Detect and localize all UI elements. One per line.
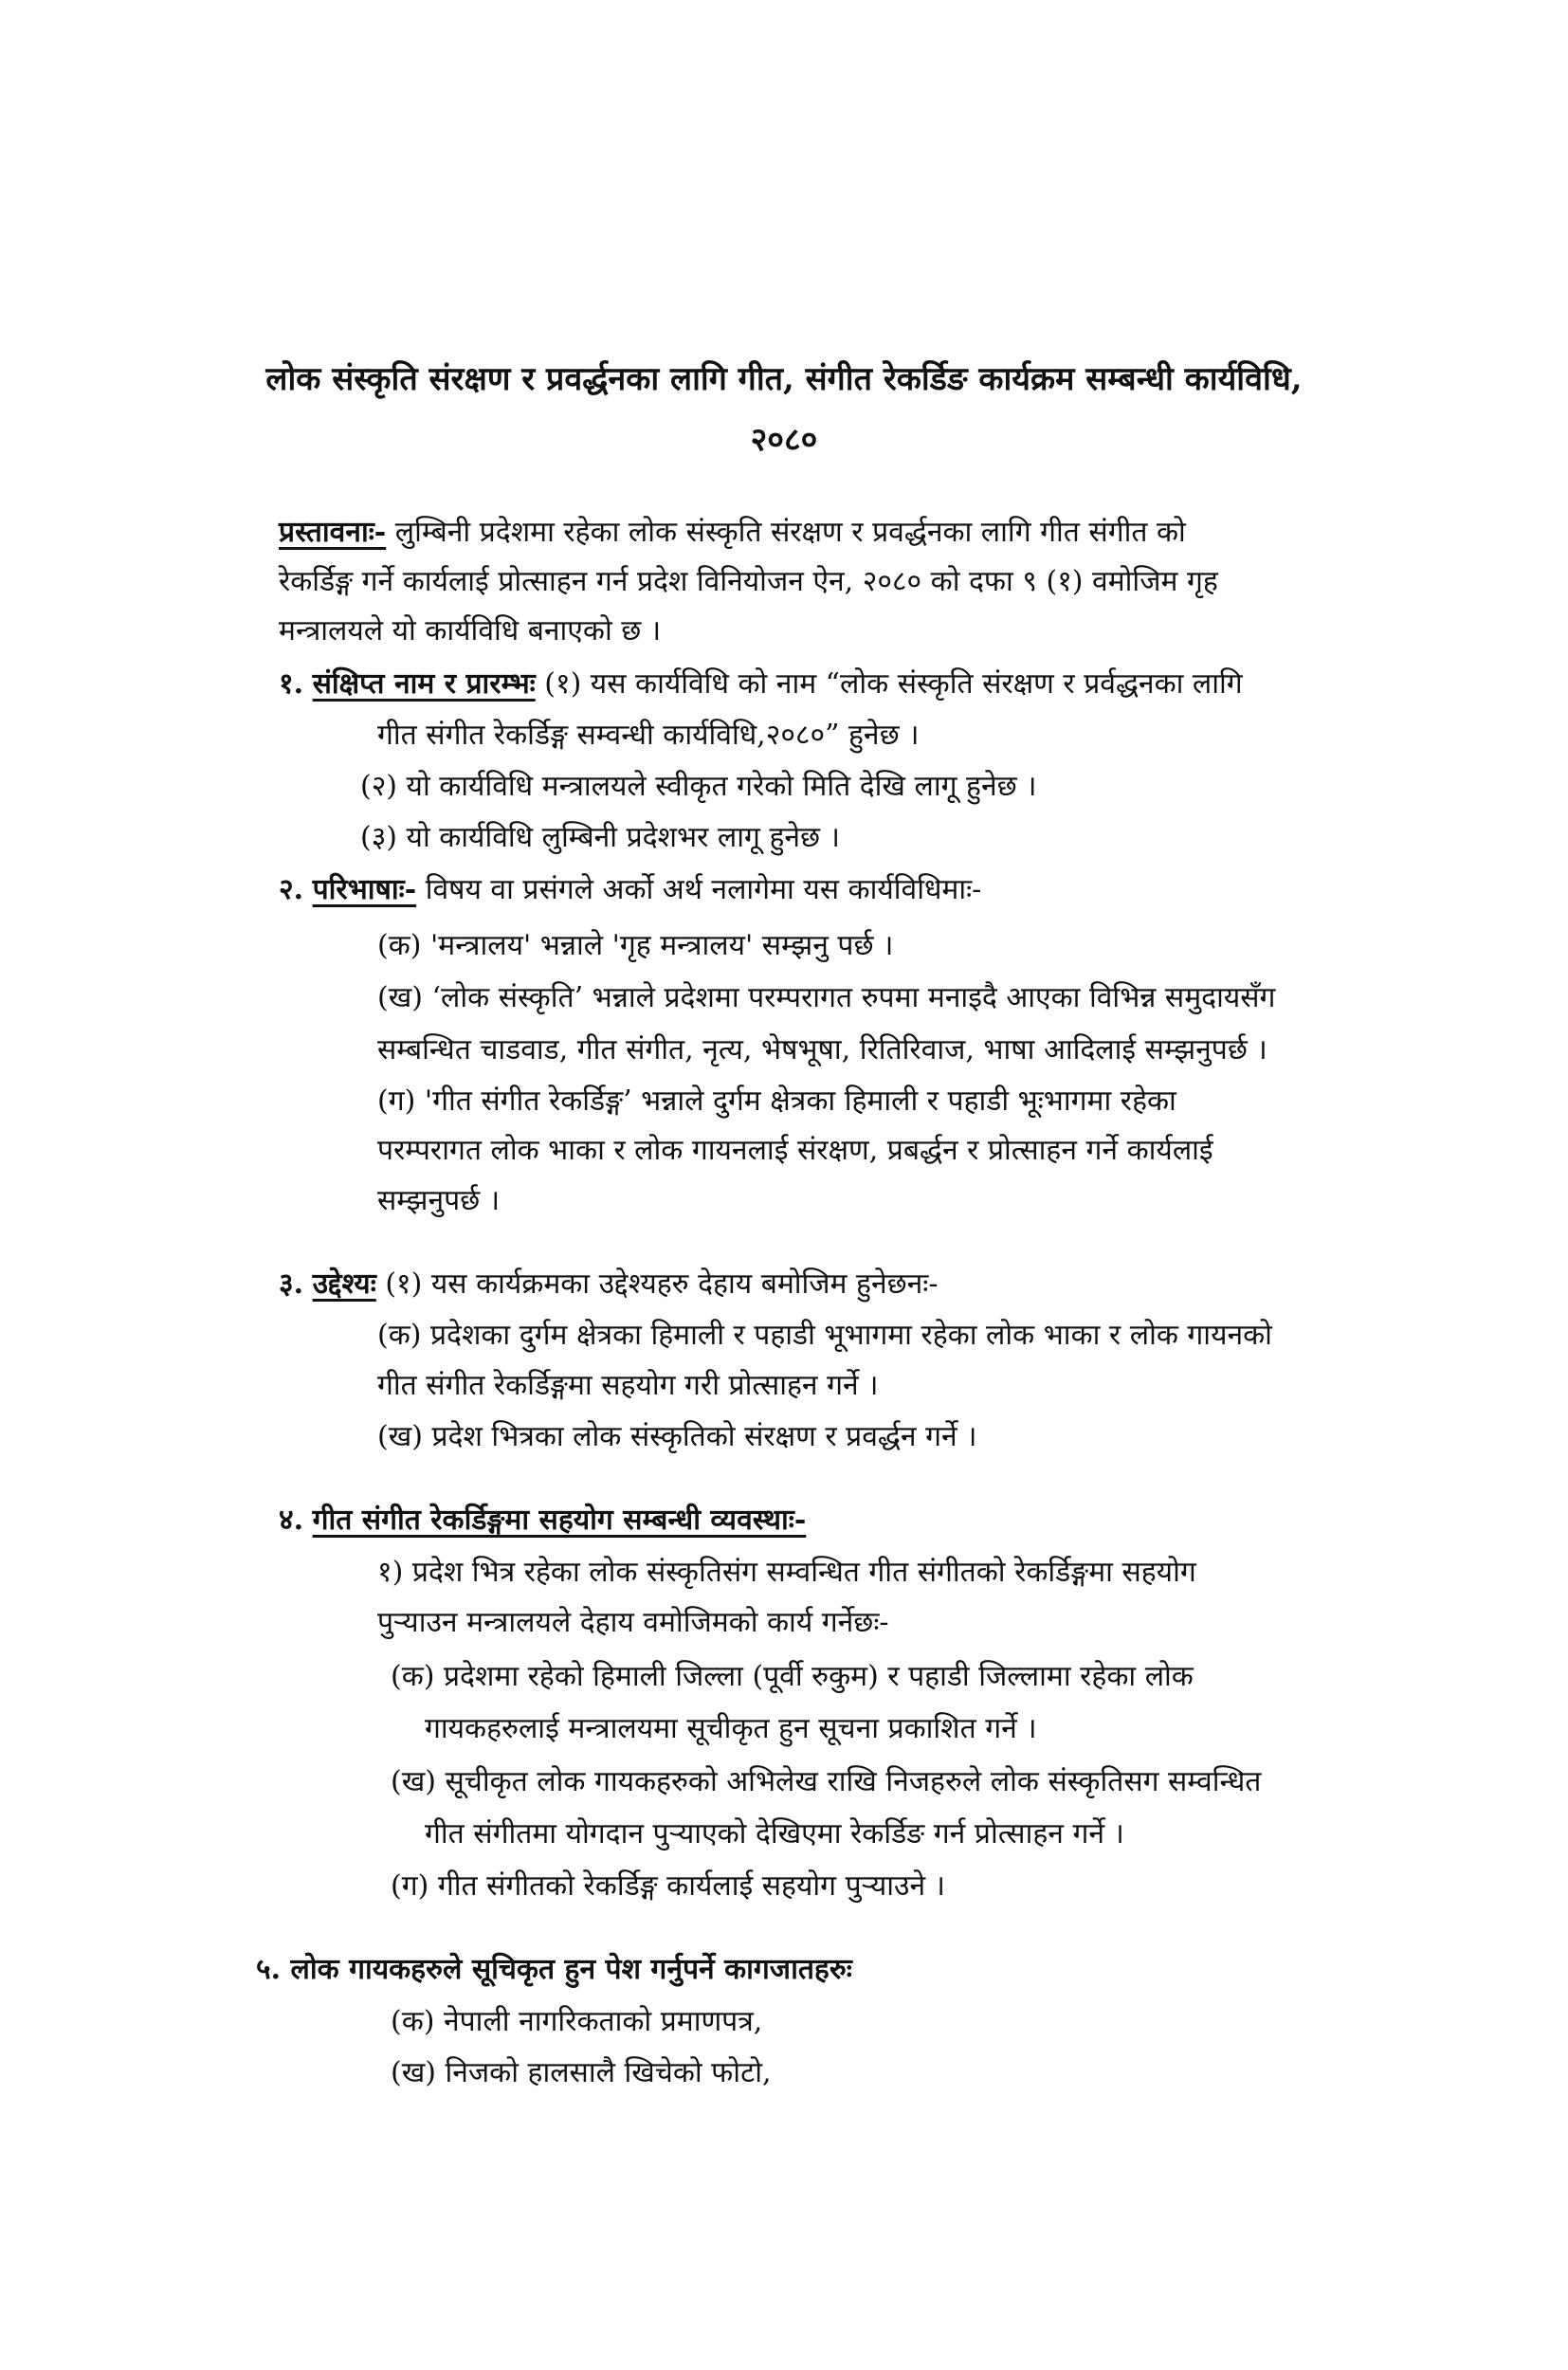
section2-item-c-line1: (ग) 'गीत संगीत रेकर्डिङ्ग’ भन्नाले दुर्गम क्षेत्रका हिमाली र पहाडी भूःभागमा रहेका: [377, 1085, 1176, 1118]
section3-intro: (१) यस कार्यक्रमका उद्देश्यहरु देहाय बमोजिम हुनेछनः-: [385, 1267, 939, 1301]
section4-item-a-line2: गायकहरुलाई मन्त्रालयमा सूचीकृत हुन सूचना प्रकाशित गर्ने ।: [425, 1712, 1037, 1745]
section4-number: ४.: [279, 1504, 304, 1537]
section4-heading-line: [279, 1498, 806, 1543]
section1-line4: (३) यो कार्यविधि लुम्बिनी प्रदेशभर लागू हुनेछ ।: [360, 821, 840, 854]
section3-heading-line: [279, 1262, 939, 1307]
section2-heading-line: [279, 867, 981, 913]
section1-line2: गीत संगीत रेकर्डिङ्ग सम्वन्धी कार्यविधि,२०८०” हुनेछ ।: [377, 719, 920, 752]
section2-item-c-line3: सम्झनुपर्छ ।: [377, 1184, 501, 1217]
section1-heading-line: [279, 662, 1243, 707]
section2-item-b-line2: सम्बन्धित चाडवाड, गीत संगीत, नृत्य, भेषभूषा, रितिरिवाज, भाषा आदिलाई सम्झनुपर्छ ।: [377, 1033, 1267, 1066]
section4-para-line1: १) प्रदेश भित्र रहेका लोक संस्कृतिसंग सम्वन्धित गीत संगीतको रेकर्डिङ्गमा सहयोग: [377, 1556, 1196, 1589]
section5-item-a: (क) नेपाली नागरिकताको प्रमाणपत्र,: [391, 2005, 763, 2038]
section5-heading: ५. लोक गायकहरुले सूचिकृत हुन पेश गर्नुपर्ने कागजातहरुः: [256, 1953, 852, 1986]
section3-item-a-line1: (क) प्रदेशका दुर्गम क्षेत्रका हिमाली र पहाडी भूभागमा रहेका लोक भाका र लोक गायनको: [377, 1319, 1272, 1352]
section5-item-b: (ख) निजको हालसालै खिचेको फोटो,: [391, 2056, 772, 2089]
section2-item-a: (क) 'मन्त्रालय' भन्नाले 'गृह मन्त्रालय' सम्झनु पर्छ ।: [377, 929, 894, 962]
section2-heading: परिभाषाः-: [312, 873, 417, 906]
section1-text-1: (१) यस कार्यविधि को नाम “लोक संस्कृति संरक्षण र प्रर्वद्धनका लागि: [544, 667, 1243, 701]
document-title-line1: लोक संस्कृति संरक्षण र प्रवर्द्धनका लागि गीत, संगीत रेकर्डिङ कार्यक्रम सम्बन्धी कार्यविधि,: [265, 360, 1303, 398]
section4-para-line2: पुर्‍याउन मन्त्रालयले देहाय वमोजिमको कार्य गर्नेछः-: [377, 1606, 889, 1639]
section4-item-a-line1: (क) प्रदेशमा रहेको हिमाली जिल्ला (पूर्वी रुकुम) र पहाडी जिल्लामा रहेका लोक: [391, 1660, 1194, 1693]
section3-number: ३.: [279, 1267, 304, 1301]
preamble-line2: रेकर्डिङ्ग गर्ने कार्यलाई प्रोत्साहन गर्न प्रदेश विनियोजन ऐन, २०८० को दफा ९ (१) वमोजिम गृह: [279, 565, 1218, 598]
section3-item-b: (ख) प्रदेश भित्रका लोक संस्कृतिको संरक्षण र प्रवर्द्धन गर्ने ।: [377, 1420, 977, 1453]
section2-item-c-line2: परम्परागत लोक भाका र लोक गायनलाई संरक्षण, प्रबर्द्धन र प्रोत्साहन गर्ने कार्यलाई: [377, 1134, 1213, 1167]
section3-item-a-line2: गीत संगीत रेकर्डिङ्गमा सहयोग गरी प्रोत्साहन गर्ने ।: [377, 1369, 879, 1402]
preamble-text-1: लुम्बिनी प्रदेशमा रहेका लोक संस्कृति संरक्षण र प्रवर्द्धनका लागि गीत संगीत को: [394, 516, 1186, 549]
section1-line3: (२) यो कार्यविधि मन्त्रालयले स्वीकृत गरेको मिति देखि लागू हुनेछ ।: [360, 770, 1037, 803]
section1-number: १.: [279, 667, 304, 701]
section4-item-c: (ग) गीत संगीतको रेकर्डिङ्ग कार्यलाई सहयोग पुर्‍याउने ।: [391, 1869, 946, 1903]
preamble-heading: प्रस्तावनाः-: [279, 516, 387, 549]
section4-item-b-line1: (ख) सूचीकृत लोक गायकहरुको अभिलेख राखि निजहरुले लोक संस्कृतिसग सम्वन्धित: [391, 1765, 1262, 1798]
section2-item-b-line1: (ख) ‘लोक संस्कृति’ भन्नाले प्रदेशमा परम्परागत रुपमा मनाइदै आएका विभिन्न समुदायसँग: [377, 981, 1276, 1014]
section2-number: २.: [279, 873, 304, 906]
preamble-line3: मन्त्रालयले यो कार्यविधि बनाएको छ ।: [279, 614, 662, 647]
section2-intro: विषय वा प्रसंगले अर्को अर्थ नलागेमा यस कार्यविधिमाः-: [425, 873, 982, 906]
section3-heading: उद्देश्यः: [312, 1267, 376, 1301]
section4-heading: गीत संगीत रेकर्डिङ्गमा सहयोग सम्बन्धी व्यवस्थाः-: [312, 1504, 807, 1537]
preamble-line1: [279, 510, 1440, 556]
section1-heading: संक्षिप्त नाम र प्रारम्भः: [312, 667, 536, 701]
section4-item-b-line2: गीत संगीतमा योगदान पुर्‍याएको देखिएमा रेकर्डिङ गर्न प्रोत्साहन गर्ने ।: [425, 1817, 1124, 1850]
document-title-line2: २०८०: [750, 421, 818, 459]
